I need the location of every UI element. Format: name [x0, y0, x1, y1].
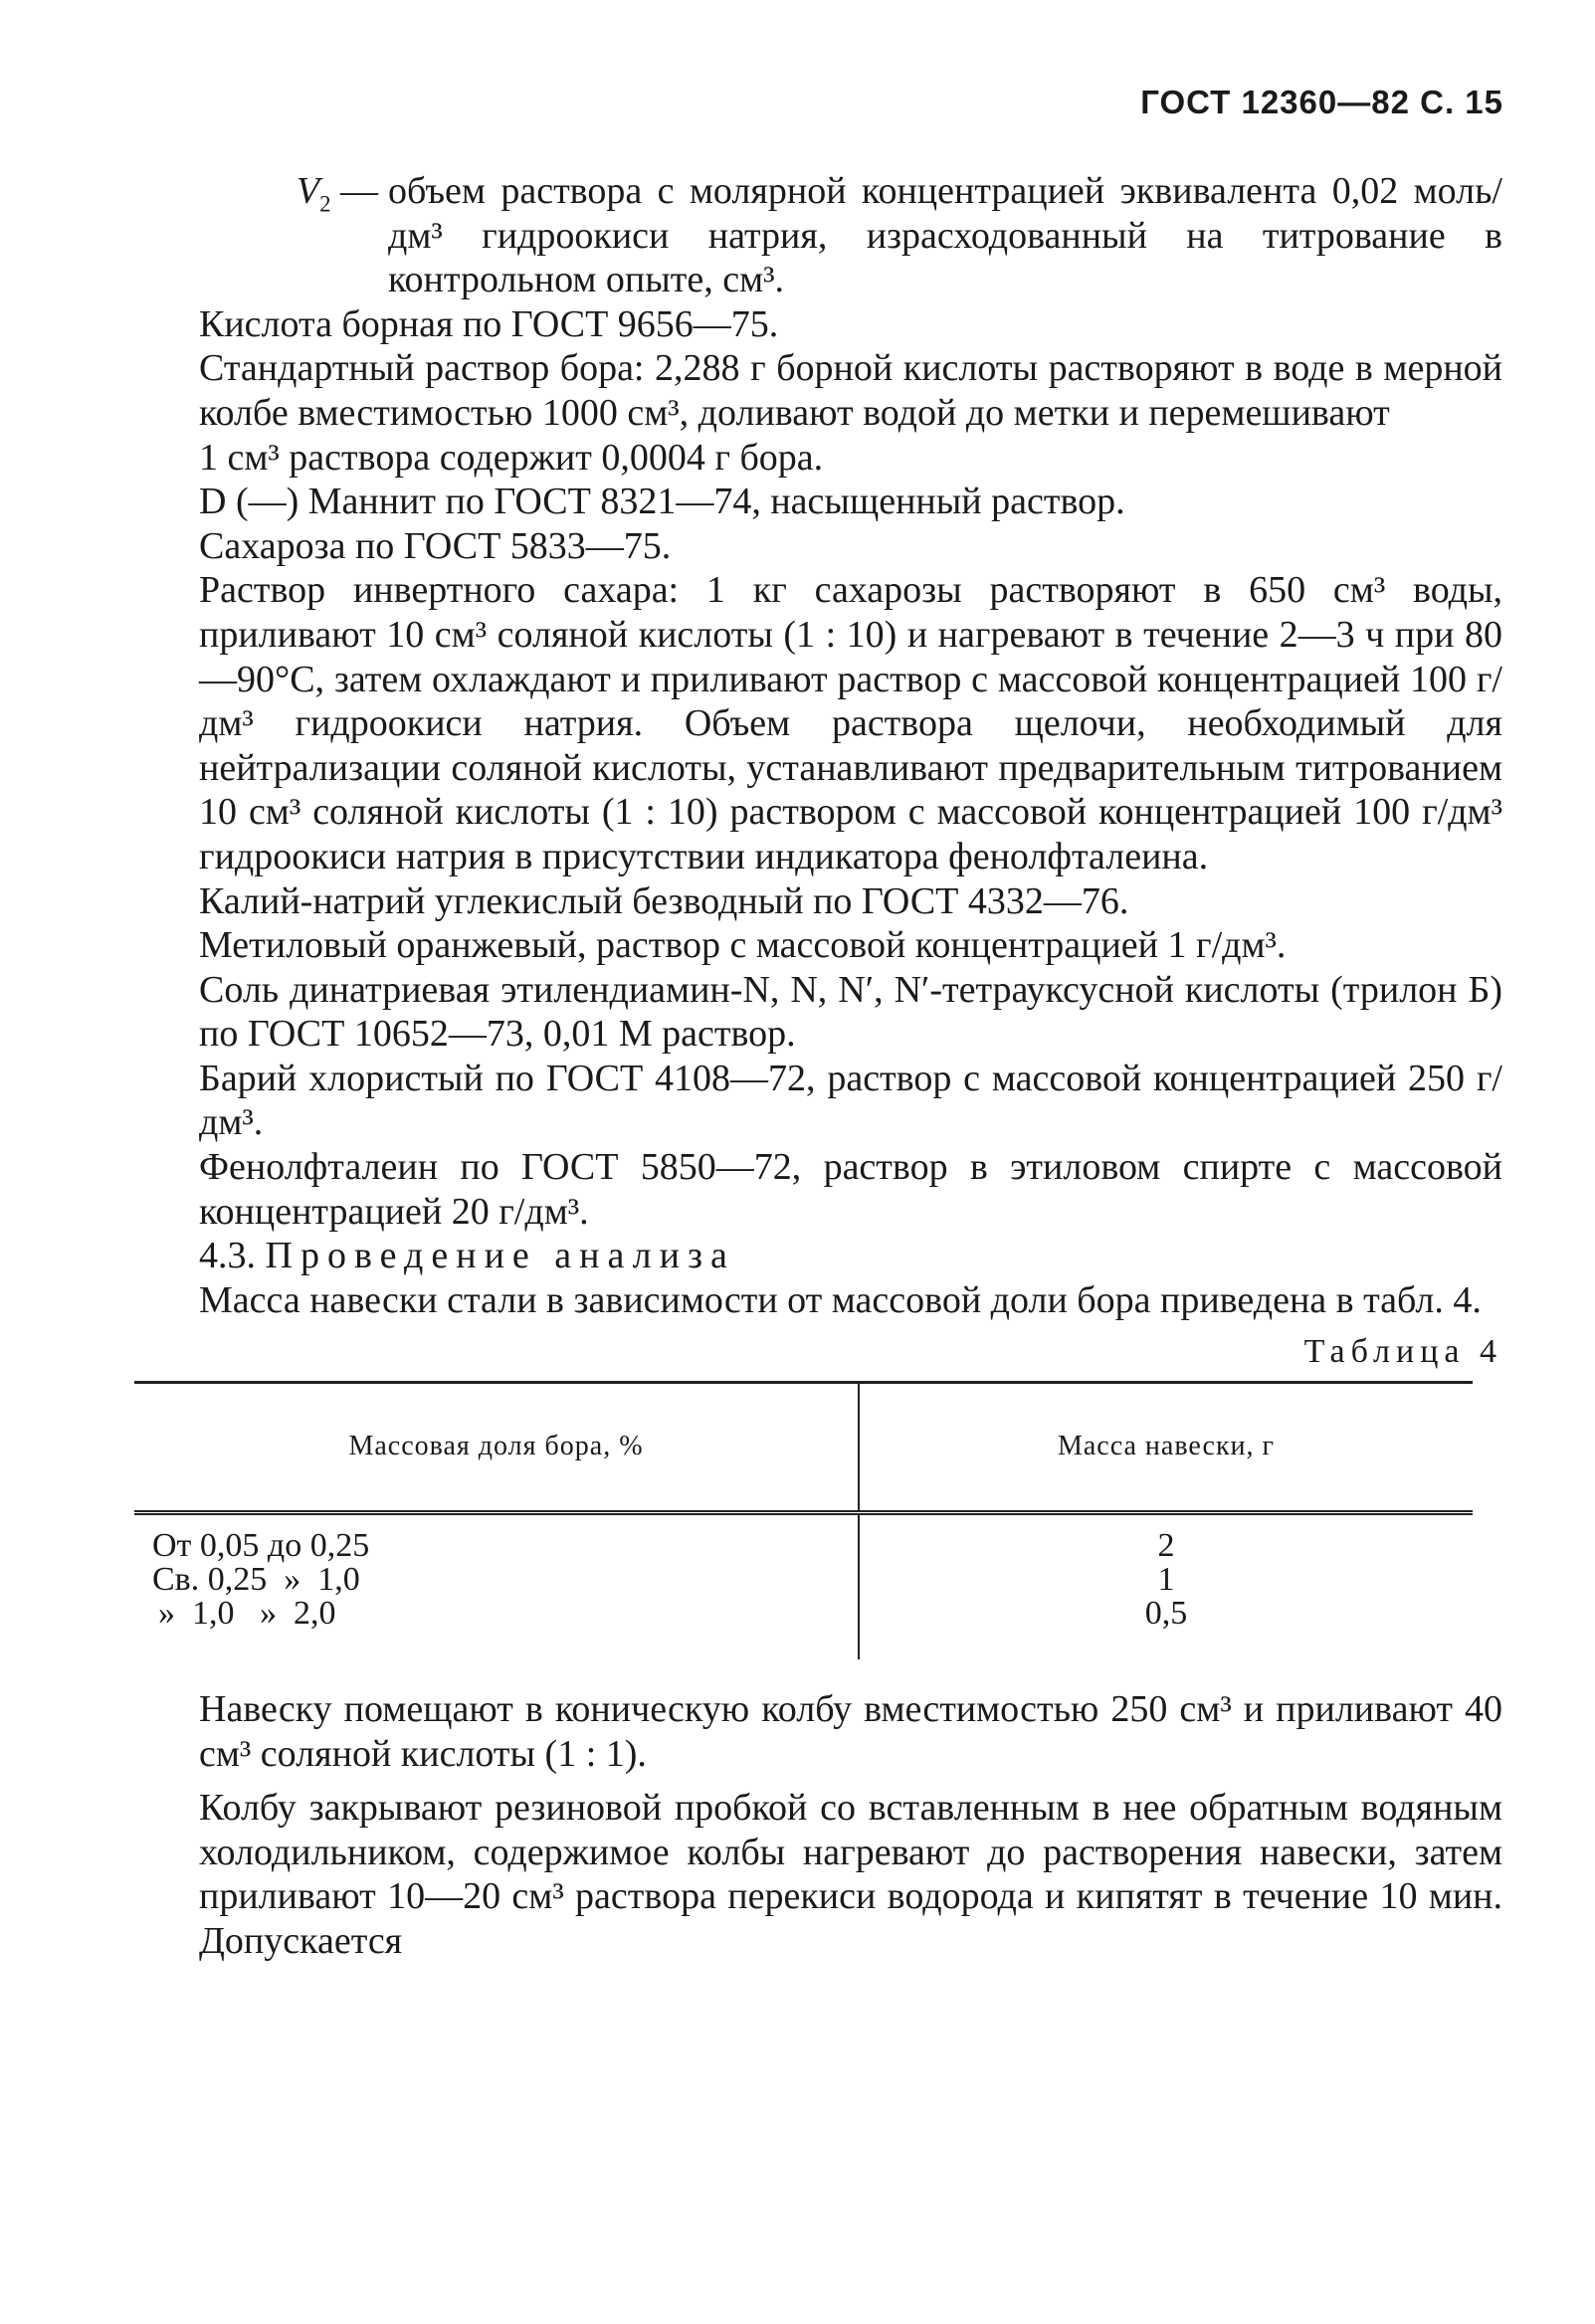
section-number: 4.3. [199, 1235, 256, 1277]
section-heading [199, 1234, 1502, 1278]
section-title: Проведение анализа [265, 1235, 735, 1277]
paragraph: Метиловый оранжевый, раствор с массовой концентрацией 1 г/дм³. [199, 924, 1287, 967]
table-4 [134, 1381, 1473, 1659]
table-caption: Таблица 4 [1303, 1333, 1502, 1371]
table-cell: » 1,0 » 2,0 [158, 1595, 336, 1633]
paragraph: Кислота борная по ГОСТ 9656—75. [199, 302, 779, 345]
paragraph: D (—) Маннит по ГОСТ 8321—74, насыщенный раствор. [199, 481, 1125, 523]
table-header-row [134, 1383, 1473, 1513]
paragraph: Калий-натрий углекислый безводный по ГОСТ 4332—76. [199, 879, 1129, 922]
table-cell: 0,5 [1144, 1595, 1188, 1633]
paragraph: Сахароза по ГОСТ 5833—75. [199, 524, 672, 567]
paragraph: Стандартный раствор бора: 2,288 г борной кислоты растворяют в воде в мерной колбе вместимостью 1000 см³, доливают водой до метки и перемешивают [199, 347, 1502, 434]
table-header-cell: Масса навески, г [859, 1383, 1473, 1513]
definition-text: объем раствора с молярной концентрацией эквивалента 0,02 моль/дм³ гидроокиси натрия, израсходованный на титрование в контрольном опыте, см³. [388, 170, 1502, 301]
variable-definition [199, 169, 1502, 302]
table-cell: 2 [1157, 1527, 1175, 1565]
paragraph: Масса навески стали в зависимости от массовой доли бора приведена в табл. 4. [199, 1278, 1482, 1321]
table-cell: От 0,05 до 0,25 [152, 1527, 370, 1565]
definition-term: $V_2$ — [296, 170, 378, 217]
table-header-cell: Массовая доля бора, % [134, 1383, 859, 1513]
table-row [134, 1513, 1473, 1660]
table-cell: Св. 0,25 » 1,0 [152, 1561, 360, 1599]
paragraph: Соль динатриевая этилендиамин-N, N, N′, N′-тетрауксусной кислоты (трилон Б) по ГОСТ 10652—73, 0,01 М раствор. [199, 968, 1502, 1056]
paragraph: 1 см³ раствора содержит 0,0004 г бора. [199, 436, 824, 479]
paragraph: Фенолфталеин по ГОСТ 5850—72, раствор в этиловом спирте с массовой концентрацией 20 г/дм³. [199, 1146, 1502, 1233]
paragraph: Колбу закрывают резиновой пробкой со вставленным в нее обратным водяным холодильником, содержимое колбы нагревают до растворения навески, затем приливают 10—20 см³ раствора перекиси водорода и кипятят в течение 10 мин. Допускается [199, 1787, 1502, 1962]
document-body [152, 169, 1502, 1964]
paragraph: Навеску помещают в коническую колбу вместимостью 250 см³ и приливают 40 см³ соляной кислоты (1 : 1). [199, 1688, 1502, 1775]
page-header: ГОСТ 12360—82 С. 15 [1140, 84, 1503, 120]
table-cell: 1 [1157, 1561, 1175, 1599]
paragraph: Барий хлористый по ГОСТ 4108—72, раствор с массовой концентрацией 250 г/дм³. [199, 1057, 1502, 1144]
paragraph: Раствор инвертного сахара: 1 кг сахарозы растворяют в 650 см³ воды, приливают 10 см³ соляной кислоты (1 : 10) и нагревают в течение 2—3 ч при 80—90°С, затем охлаждают и приливают раствор с массовой концентрацией 100 г/дм³ гидроокиси натрия. Объем раствора щелочи, необходимый для нейтрализации соляной кислоты, устанавливают предварительным титрованием 10 см³ соляной кислоты (1 : 10) раствором с массовой концентрацией 100 г/дм³ гидроокиси натрия в присутствии индикатора фенолфталеина. [199, 569, 1502, 877]
